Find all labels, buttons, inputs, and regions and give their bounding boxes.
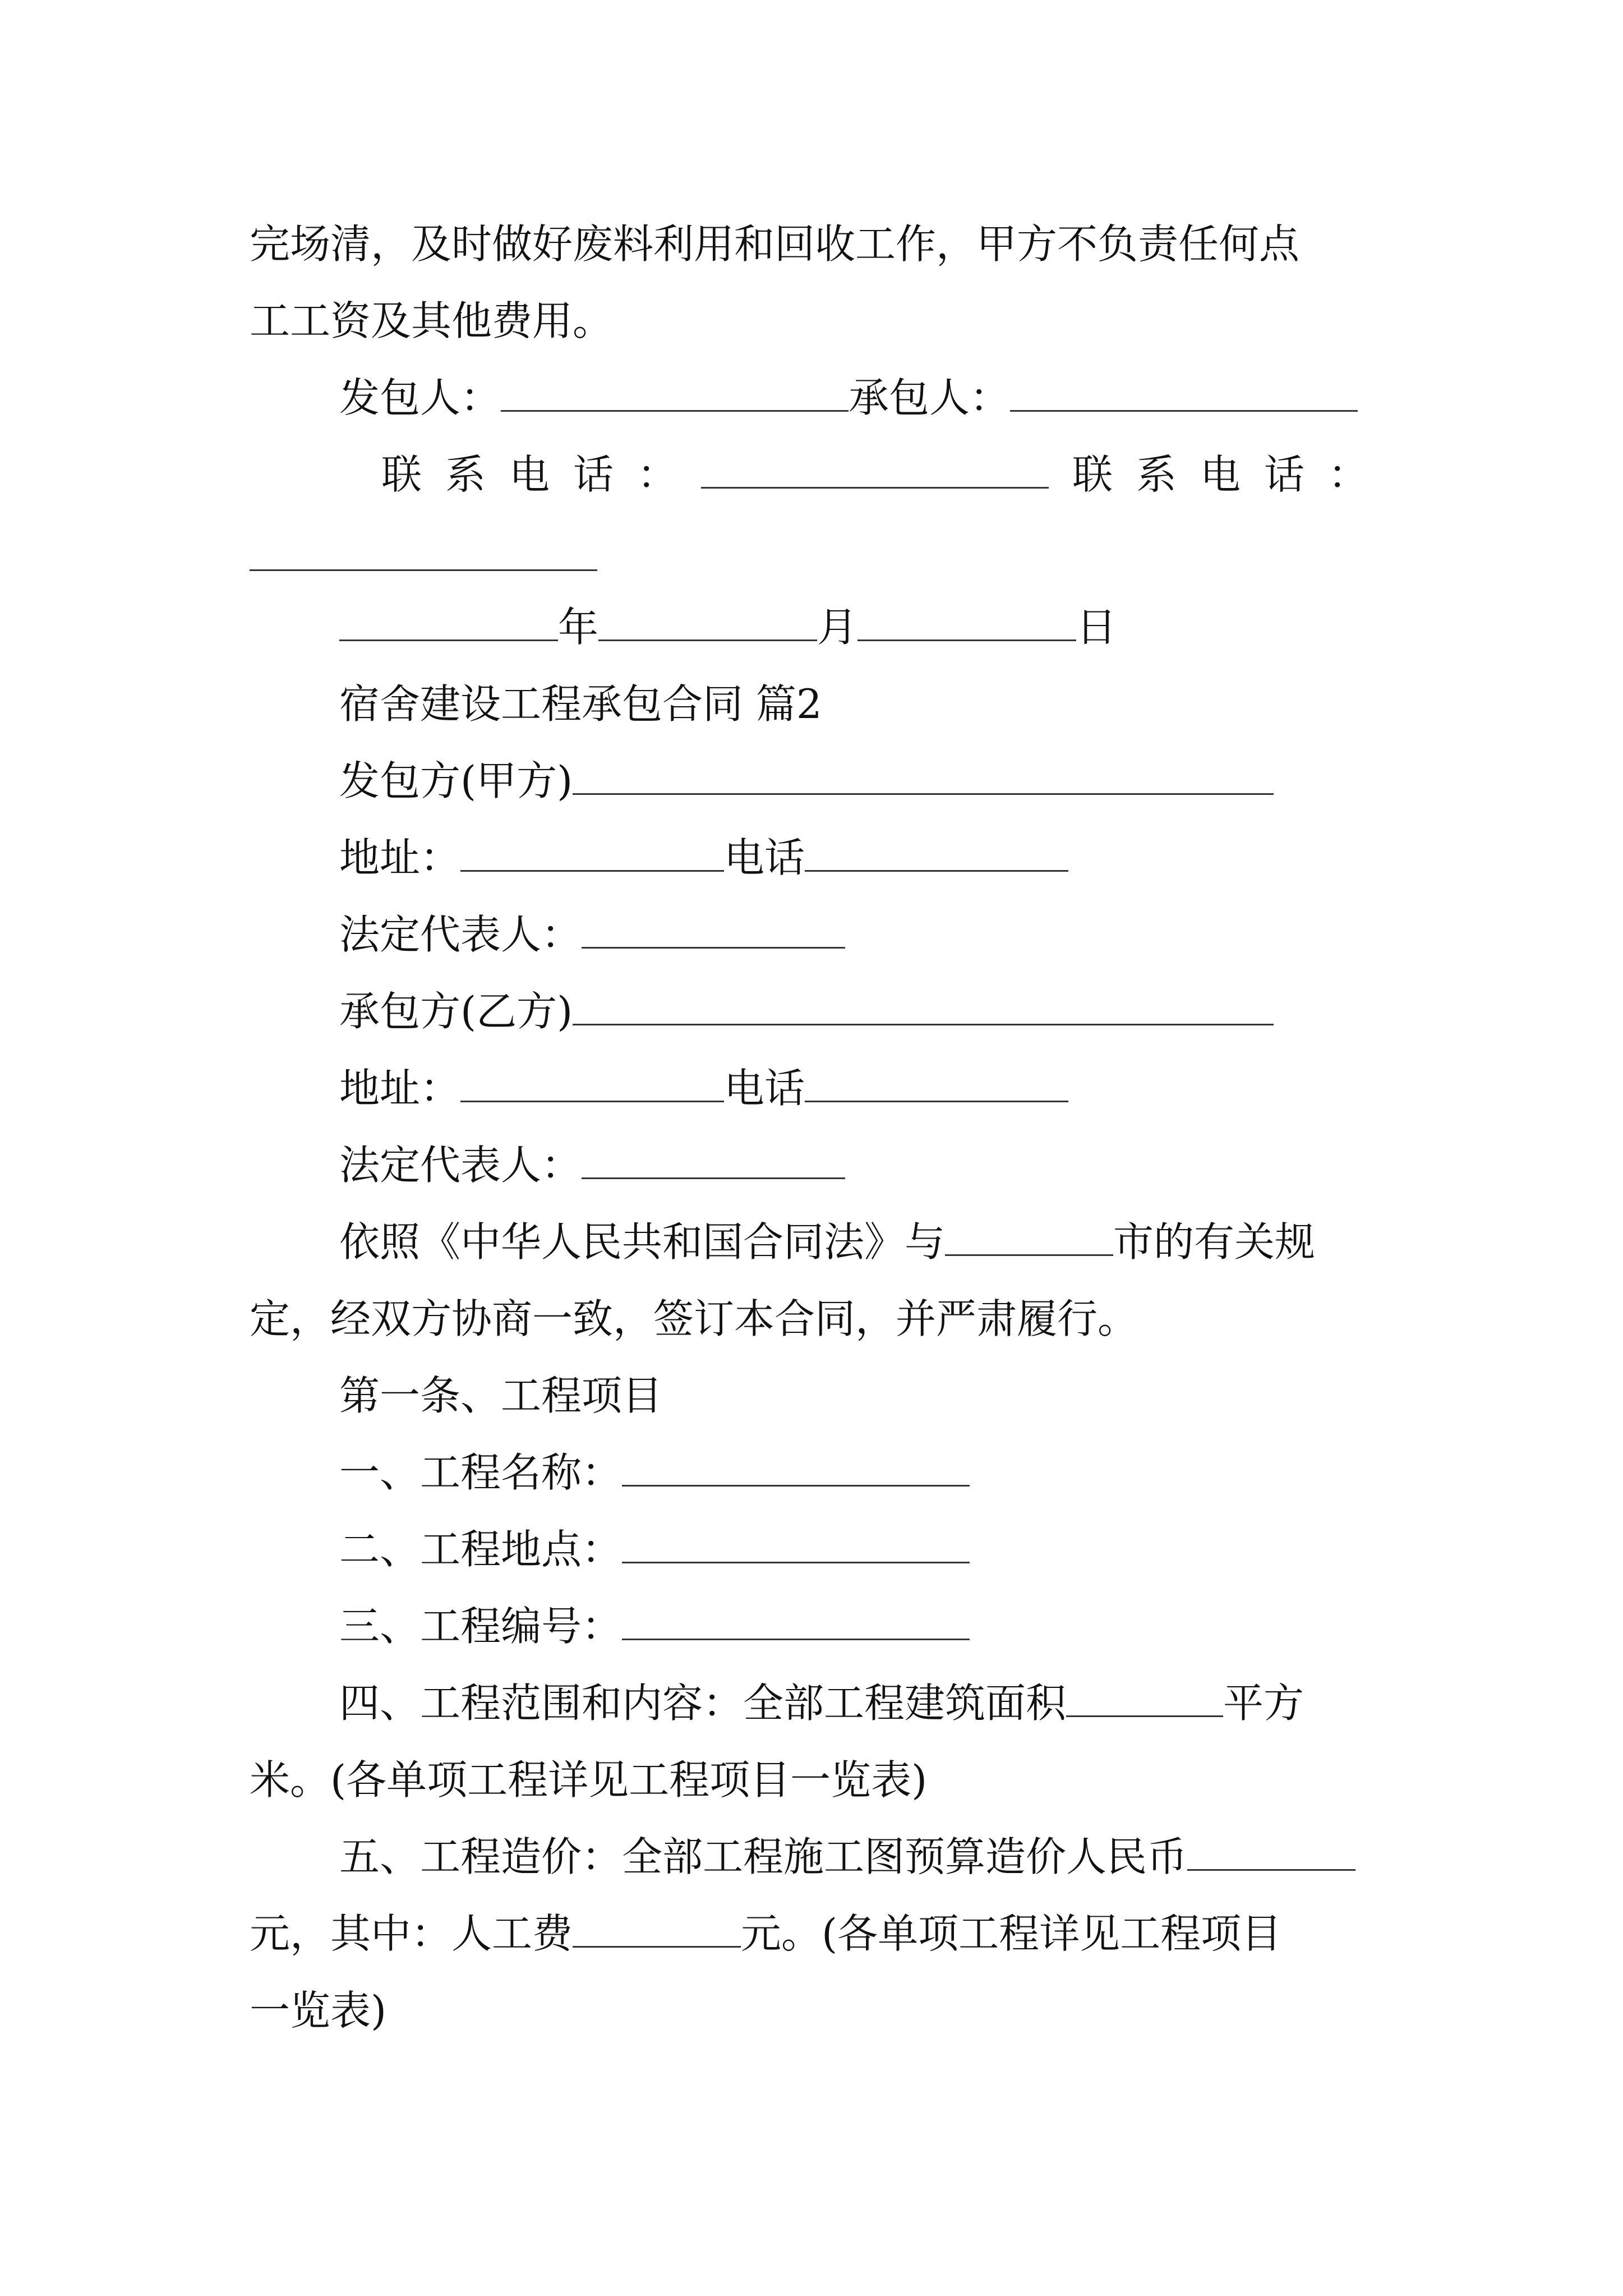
year-blank [339, 609, 558, 641]
month-label: 月 [817, 604, 858, 651]
phone-char: 话 [573, 451, 614, 498]
project-name-line [339, 1442, 1394, 1503]
party-b-label: 承包方(乙方) [339, 988, 573, 1035]
address-blank [460, 1070, 724, 1102]
paragraph-text: 一览表) [250, 1987, 387, 2034]
area-blank [1066, 1685, 1223, 1717]
phone-char: 电 [509, 451, 550, 498]
phone-blank [805, 840, 1068, 872]
paragraph-text: 米。(各单项工程详见工程项目一览表) [250, 1756, 928, 1803]
body-text-line [250, 213, 1394, 275]
project-name-blank [622, 1455, 970, 1487]
body-text-line [250, 290, 1394, 352]
paragraph-text: 完场清，及时做好废料利用和回收工作，甲方不负责任何点 [250, 220, 1300, 268]
article-heading: 第一条、工程项目 [339, 1372, 663, 1419]
party-a-address-line [339, 827, 1394, 889]
contractor-phone-blank [250, 569, 597, 571]
phone-char: ： [1327, 451, 1368, 498]
contractor-label: 承包人： [849, 374, 1011, 421]
project-location-blank [622, 1531, 970, 1563]
price-blank [1187, 1839, 1355, 1871]
issuer-label: 发包人： [339, 374, 501, 421]
article-heading-line [339, 1365, 1394, 1427]
phone-label: 电话 [724, 834, 805, 881]
paragraph-text: 定，经双方协商一致，签订本合同，并严肃履行。 [250, 1295, 1138, 1342]
body-text-line [339, 1672, 1394, 1734]
project-location-line [339, 1519, 1394, 1580]
phone-char: ： [637, 451, 678, 498]
body-text-line [250, 1749, 1394, 1811]
address-label: 地址： [339, 834, 461, 881]
paragraph-text: 四、工程范围和内容：全部工程建筑面积 [339, 1680, 1067, 1727]
month-blank [598, 609, 817, 641]
paragraph-text: 平方 [1223, 1680, 1304, 1727]
project-number-label: 三、工程编号： [339, 1603, 623, 1650]
representative-blank [582, 917, 845, 949]
labor-cost-blank [573, 1916, 741, 1948]
representative-label: 法定代表人： [339, 1142, 582, 1189]
contact-phone-line [381, 444, 1368, 505]
paragraph-text: 工工资及其他费用。 [250, 297, 614, 344]
party-b-blank [573, 993, 1274, 1025]
issuer-blank [501, 380, 849, 412]
day-label: 日 [1076, 604, 1117, 651]
paragraph-text: 市的有关规 [1113, 1218, 1316, 1266]
phone-char: 电 [1200, 451, 1241, 498]
project-number-line [339, 1595, 1394, 1657]
party-b-address-line [339, 1057, 1394, 1119]
party-a-blank [573, 763, 1274, 795]
body-text-line [250, 1980, 1394, 2041]
address-label: 地址： [339, 1065, 461, 1112]
body-text-line [250, 1903, 1394, 1964]
date-line [339, 596, 1394, 658]
project-number-blank [622, 1608, 970, 1640]
paragraph-text: 元，其中：人工费 [250, 1910, 573, 1957]
party-b-line [339, 981, 1394, 1042]
representative-blank [582, 1147, 845, 1179]
phone-char: 话 [1264, 451, 1304, 498]
signature-line [339, 367, 1394, 429]
party-a-representative-line [339, 904, 1394, 965]
section-title-line [339, 673, 1394, 735]
phone-label: 电话 [724, 1065, 805, 1112]
address-blank [460, 840, 724, 872]
project-location-label: 二、工程地点： [339, 1526, 623, 1573]
body-text-line [339, 1826, 1394, 1888]
day-blank [857, 609, 1076, 641]
issuer-phone-blank [701, 457, 1049, 489]
phone-char: 联 [381, 451, 422, 498]
phone-char: 系 [445, 451, 486, 498]
section-title: 宿舍建设工程承包合同 篇2 [339, 680, 822, 728]
body-text-line [250, 1288, 1394, 1350]
city-blank [945, 1224, 1113, 1256]
year-label: 年 [558, 604, 599, 651]
paragraph-text: 元。(各单项工程详见工程项目 [741, 1910, 1282, 1957]
phone-char: 系 [1136, 451, 1177, 498]
party-a-label: 发包方(甲方) [339, 757, 573, 804]
representative-label: 法定代表人： [339, 911, 582, 958]
body-text-line [339, 1211, 1394, 1273]
party-b-representative-line [339, 1134, 1394, 1196]
paragraph-text: 五、工程造价：全部工程施工图预算造价人民币 [339, 1833, 1188, 1880]
phone-char: 联 [1072, 451, 1113, 498]
paragraph-text: 依照《中华人民共和国合同法》与 [339, 1218, 946, 1266]
project-name-label: 一、工程名称： [339, 1449, 623, 1496]
party-a-line [339, 750, 1394, 812]
phone-blank [805, 1070, 1068, 1102]
contractor-blank [1010, 380, 1358, 412]
